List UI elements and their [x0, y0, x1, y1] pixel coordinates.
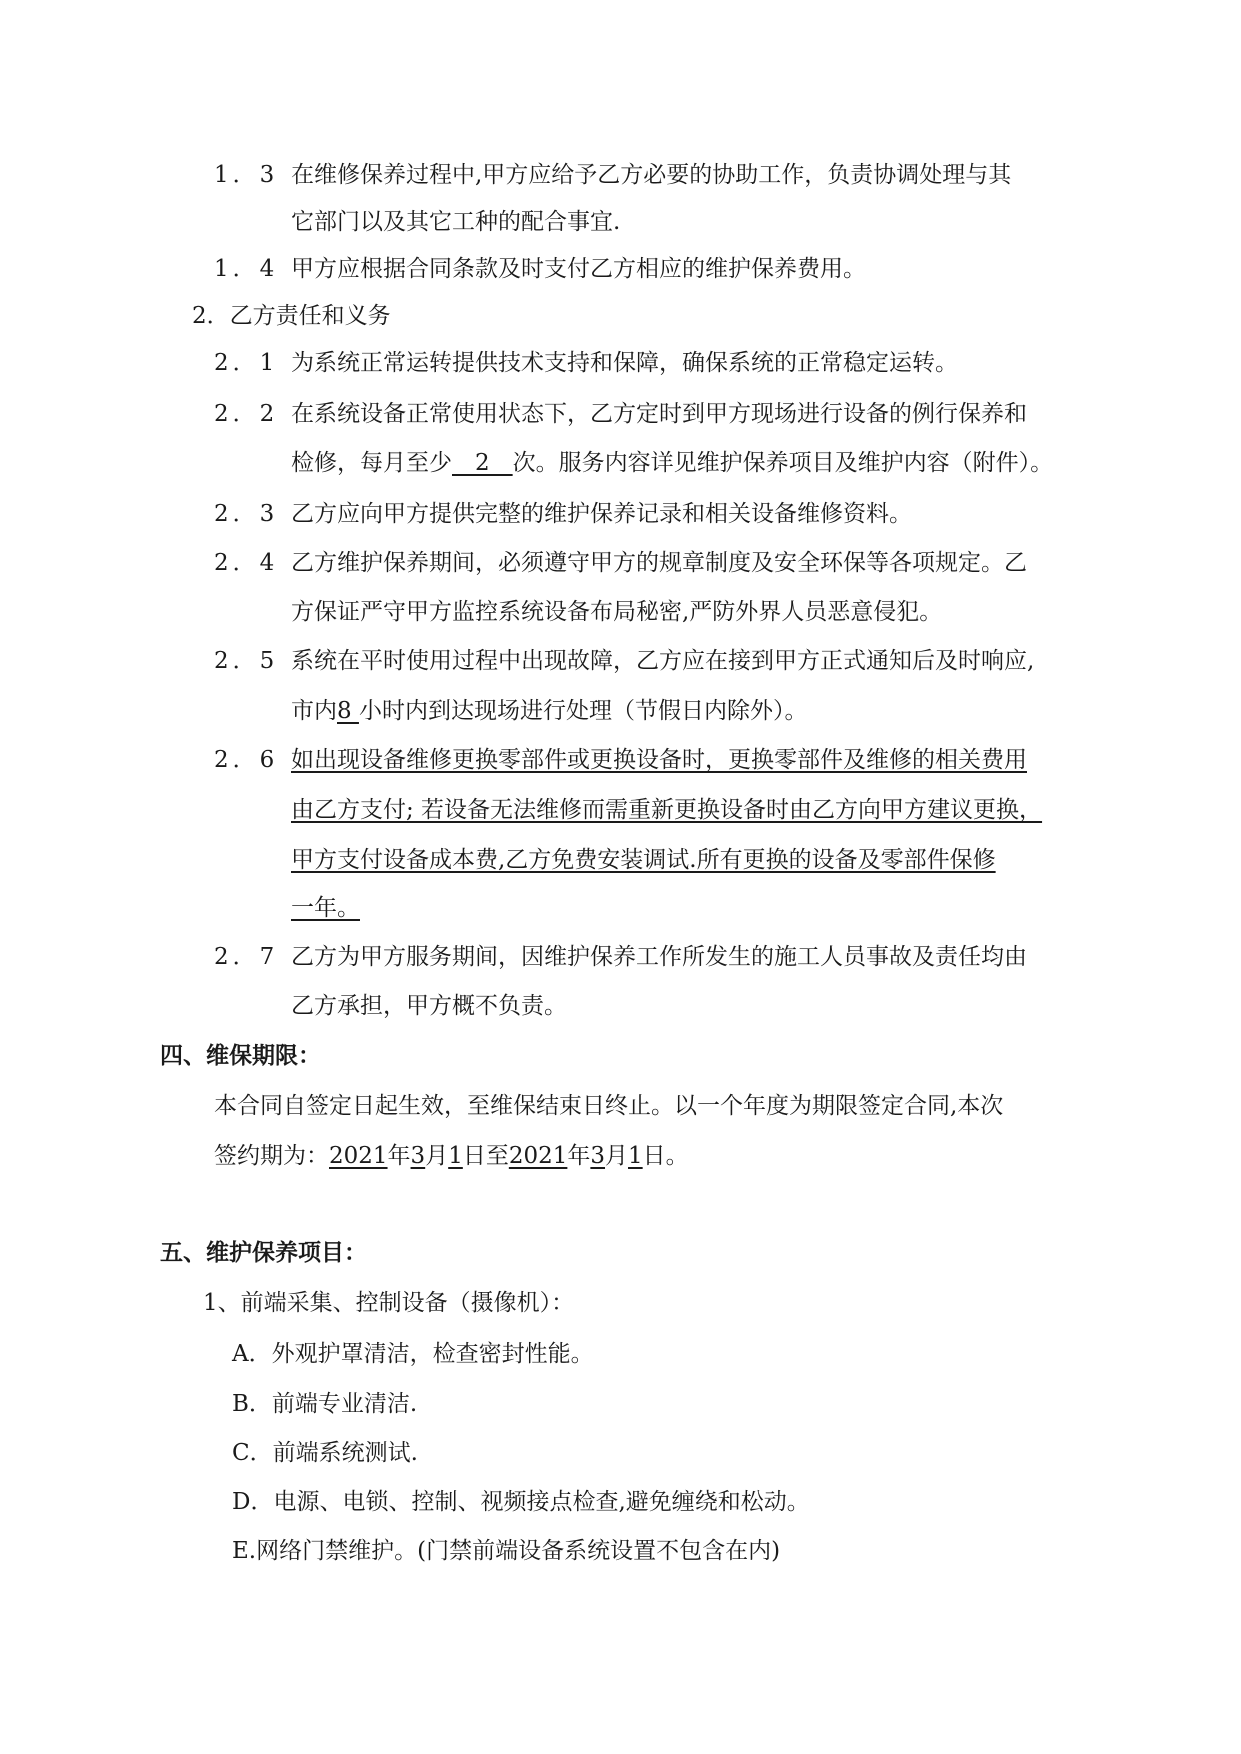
clause-2-5-text: 系统在平时使用过程中出现故障，乙方应在接到甲方正式通知后及时响应, [291, 648, 1035, 674]
clause-2-4-text-continued: 方保证严守甲方监控系统设备布局秘密,严防外界人员恶意侵犯。 [291, 599, 943, 625]
section-5-subheading: 1、前端采集、控制设备（摄像机）： [203, 1290, 575, 1316]
clause-2-7-text: 乙方为甲方服务期间，因维护保养工作所发生的施工人员事故及责任均由 [291, 944, 1027, 970]
start-day: 1 [448, 1143, 463, 1169]
section-5-heading: 五、维护保养项目： [160, 1240, 367, 1266]
clause-2-4-text: 乙方维护保养期间，必须遵守甲方的规章制度及安全环保等各项规定。乙 [291, 550, 1027, 576]
end-year: 2021 [508, 1143, 568, 1169]
clause-2-5-text-continued: 市内8 小时内到达现场进行处理（节假日内除外）。 [291, 698, 808, 724]
section-4-text: 本合同自签定日起生效，至维保结束日终止。以一个年度为期限签定合同,本次 [214, 1093, 1004, 1119]
maintenance-item-c: C．前端系统测试. [232, 1440, 418, 1466]
clause-2-5-number: 2．5 [214, 648, 279, 674]
start-year: 2021 [329, 1143, 388, 1169]
clause-1-4-text: 甲方应根据合同条款及时支付乙方相应的维护保养费用。 [291, 256, 866, 282]
end-day: 1 [628, 1143, 643, 1169]
clause-2-7-number: 2．7 [214, 944, 279, 970]
maintenance-item-e: E.网络门禁维护。(门禁前端设备系统设置不包含在内) [232, 1538, 781, 1564]
section-4-heading: 四、维保期限： [160, 1043, 321, 1069]
clause-1-4-number: 1．4 [214, 256, 279, 282]
clause-2-1-text: 为系统正常运转提供技术支持和保障，确保系统的正常稳定运转。 [291, 350, 958, 376]
response-hours-value: 8 [337, 698, 359, 724]
clause-2-6-number: 2．6 [214, 747, 279, 773]
clause-2-6-text-line2: 由乙方支付; 若设备无法维修而需重新更换设备时由乙方向甲方建议更换， [291, 797, 1043, 823]
maintenance-item-b: B．前端专业清洁. [232, 1391, 418, 1417]
end-month: 3 [590, 1143, 606, 1169]
clause-2-3-text: 乙方应向甲方提供完整的维护保养记录和相关设备维修资料。 [291, 501, 912, 527]
maintenance-item-d: D．电源、电锁、控制、视频接点检查,避免缠绕和松动。 [232, 1489, 810, 1515]
clause-2-6-text-line3: 甲方支付设备成本费,乙方免费安装调试.所有更换的设备及零部件保修 [291, 847, 996, 873]
clause-2-6-text-line4: 一年。 [291, 895, 360, 921]
section-2-title: 2．乙方责任和义务 [192, 303, 391, 329]
contract-period: 签约期为：2021年3月1日至2021年3月1日。 [214, 1143, 689, 1169]
clause-2-2-number: 2．2 [214, 401, 279, 427]
clause-1-3-text-continued: 它部门以及其它工种的配合事宜. [291, 209, 621, 235]
clause-1-3-text: 在维修保养过程中,甲方应给予乙方必要的协助工作，负责协调处理与其 [291, 162, 1012, 188]
clause-2-7-text-continued: 乙方承担，甲方概不负责。 [291, 993, 567, 1019]
clause-1-3-number: 1．3 [214, 162, 279, 188]
clause-2-6-text: 如出现设备维修更换零部件或更换设备时，更换零部件及维修的相关费用 [291, 747, 1027, 773]
clause-2-3-number: 2．3 [214, 501, 279, 527]
maintenance-item-a: A．外观护罩清洁，检查密封性能。 [232, 1341, 594, 1367]
clause-2-4-number: 2．4 [214, 550, 279, 576]
start-month: 3 [410, 1143, 426, 1169]
visits-per-month-value: 2 [452, 450, 513, 476]
clause-2-1-number: 2．1 [214, 350, 279, 376]
clause-2-2-text-continued: 检修，每月至少 2 次。服务内容详见维护保养项目及维护内容（附件）。 [291, 450, 1054, 476]
clause-2-2-text: 在系统设备正常使用状态下，乙方定时到甲方现场进行设备的例行保养和 [291, 401, 1027, 427]
